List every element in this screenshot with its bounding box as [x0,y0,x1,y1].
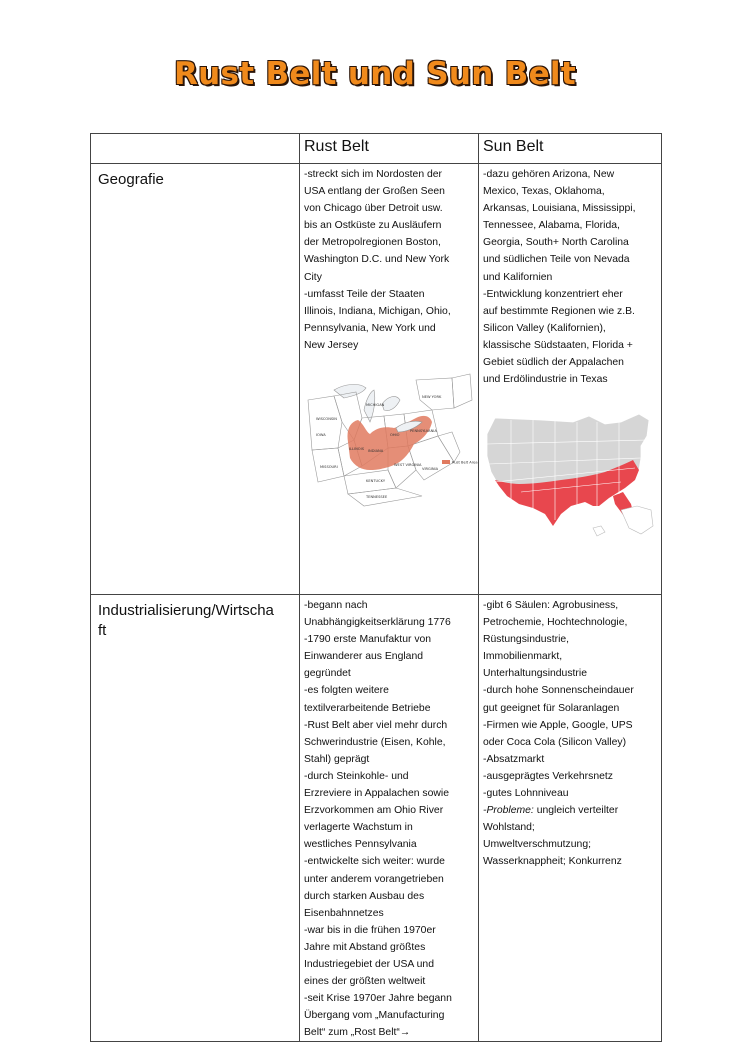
text-line: Silicon Valley (Kalifornien), [483,322,606,334]
sun-geografie-cell [479,164,662,595]
text-line: Industriegebiet der USA und [304,958,434,970]
sun-industrie-text [483,595,657,871]
rust-geografie-cell [300,164,479,595]
text-line: -entwickelte sich weiter: wurde [304,856,445,868]
text-line: -durch hohe Sonnenscheindauer [483,685,634,697]
rust-belt-map-image [304,370,478,515]
table-header-row [91,134,662,164]
map-label-indiana: INDIANA [368,449,384,454]
table-row-industrialisierung [91,595,662,1042]
text-line: Tennessee, Alabama, Florida, [483,220,620,232]
text-line: Petrochemie, Hochtechnologie, [483,617,628,629]
text-line: der Metropolregionen Boston, [304,237,441,249]
text-line: Mexico, Texas, Oklahoma, [483,186,605,198]
text-line: verlagerte Wachstum in [304,822,413,834]
row-label-geografie: Geografie [98,171,164,188]
row-label-cell [91,164,300,595]
sun-belt-map-image [481,410,657,540]
sun-industrie-cell [479,595,662,1042]
text-line: Einwanderer aus England [304,651,423,663]
text-line: -Absatzmarkt [483,753,545,765]
text-line: -durch Steinkohle- und [304,770,409,782]
text-line: Übergang vom „Manufacturing [304,1010,445,1022]
table-row-geografie [91,164,662,595]
row-label-line-2: ft [98,622,107,639]
map-label-virginia: VIRGINIA [422,467,439,472]
text-line: durch starken Ausbau des [304,890,425,902]
text-line: von Chicago über Detroit usw. [304,203,443,215]
text-line: -gutes Lohnniveau [483,788,569,800]
text-line: Rüstungsindustrie, [483,634,570,646]
text-line: Pennsylvania, New York und [304,322,436,334]
text-line: City [304,271,322,283]
text-line: -gibt 6 Säulen: Agrobusiness, [483,600,619,611]
map-label-west-virginia: WEST VIRGINIA [394,463,422,468]
text-line: -Rust Belt aber viel mehr durch [304,719,448,731]
row-label-cell [91,595,300,1042]
text-line: Eisenbahnnetzes [304,907,384,919]
text-line: -umfasst Teile der Staaten [304,288,425,300]
text-line: und Kalifornien [483,271,553,283]
text-line: unter anderem vorangetrieben [304,873,444,885]
text-line: -dazu gehören Arizona, New [483,169,615,180]
text-line: -seit Krise 1970er Jahre begann [304,993,452,1005]
rust-industrie-cell [300,595,479,1042]
row-label-line-1: Industrialisierung/Wirtscha [98,602,274,619]
map-label-ohio: OHIO [390,433,400,438]
map-label-tennessee: TENNESSEE [366,495,388,500]
text-line: Unterhaltungsindustrie [483,668,587,680]
text-line: Unabhängigkeitserklärung 1776 [304,617,451,629]
text-line: und südlichen Teile von Nevada [483,254,630,266]
text-line: Umweltverschmutzung; [483,839,591,851]
text-line: New Jersey [304,339,359,351]
text-line: -begann nach [304,600,368,611]
rust-geografie-text [304,164,474,354]
comparison-table [90,133,662,1042]
text-line: Schwerindustrie (Eisen, Kohle, [304,736,446,748]
sun-geografie-text [483,164,657,388]
map-legend-label: Rust Belt Area [452,460,478,465]
text-line: gegründet [304,668,351,680]
text-line: gut geeignet für Solaranlagen [483,702,620,714]
text-line: USA entlang der Großen Seen [304,186,445,198]
text-line: Stahl) geprägt [304,753,370,765]
map-label-iowa: IOWA [316,433,326,438]
text-line: auf bestimmte Regionen wie z.B. [483,305,635,317]
text-line: -Firmen wie Apple, Google, UPS [483,719,633,731]
header-sun-belt: Sun Belt [479,134,662,164]
italic-label: -Probleme: [483,805,534,817]
map-label-wisconsin: WISCONSIN [316,417,337,422]
text-line: oder Coca Cola (Silicon Valley) [483,736,627,748]
text-line: westliches Pennsylvania [304,839,417,851]
text-line: Jahre mit Abstand größtes [304,941,426,953]
text-line: textilverarbeitende Betriebe [304,702,431,714]
text-line: -war bis in die frühen 1970er [304,924,436,936]
text-line: Gebiet südlich der Appalachen [483,357,624,369]
text-line: eines der größten weltweit [304,976,426,988]
text-line: -Entwicklung konzentriert eher [483,288,623,300]
text-line: Immobilienmarkt, [483,651,563,663]
rust-industrie-text [304,595,474,1041]
map-label-new-york: NEW YORK [422,395,442,400]
text-line: -Probleme: ungleich verteilter [483,805,619,817]
map-label-missouri: MISSOURI [320,465,338,470]
header-empty-cell [91,134,300,164]
text-line: Arkansas, Louisiana, Mississippi, [483,203,636,215]
row-label-industrialisierung [95,595,295,641]
text-line: Wohlstand; [483,822,535,834]
text-line: Wasserknappheit; Konkurrenz [483,856,622,868]
text-line: klassische Südstaaten, Florida + [483,339,633,351]
text-line: -streckt sich im Nordosten der [304,169,443,180]
text-line: -1790 erste Manufaktur von [304,634,432,646]
document-title: Rust Belt und Sun Belt [174,56,576,92]
text-line: und Erdölindustrie in Texas [483,374,608,386]
text-line: Belt“ zum „Rost Belt“→ [304,1027,411,1039]
text-line: Illinois, Indiana, Michigan, Ohio, [304,305,451,317]
header-rust-belt: Rust Belt [300,134,479,164]
text-line: Erzreviere in Appalachen sowie [304,788,449,800]
text-line: Georgia, South+ North Carolina [483,237,629,249]
map-label-kentucky: KENTUCKY [366,479,386,484]
text-line: bis an Ostküste zu Ausläufern [304,220,442,232]
map-label-michigan: MICHIGAN [366,403,385,408]
text-line: Erzvorkommen am Ohio River [304,805,444,817]
text-line: Washington D.C. und New York [304,254,450,266]
text-line: -ausgeprägtes Verkehrsnetz [483,770,613,782]
map-label-illinois: ILLINOIS [349,447,364,452]
text-line: -es folgten weitere [304,685,389,697]
map-legend-swatch [442,460,450,464]
map-label-pennsylvania: PENNSYLVANIA [410,429,437,434]
